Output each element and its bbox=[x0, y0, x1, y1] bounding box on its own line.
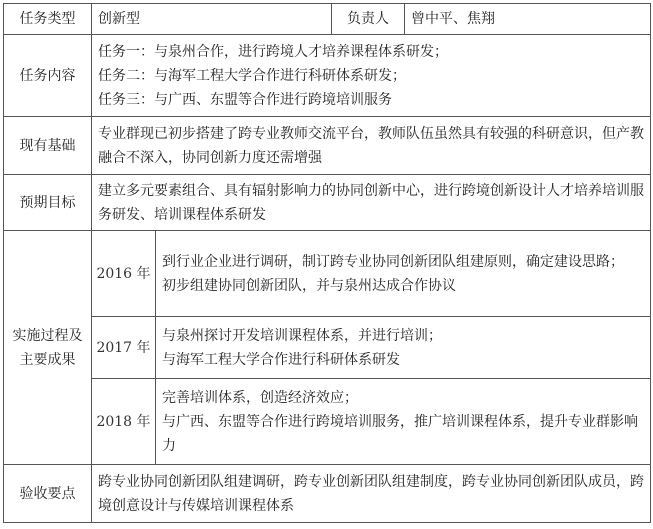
task-type-row bbox=[4, 4, 651, 35]
year-content bbox=[156, 379, 651, 465]
year-content-line: 与广西、东盟等合作进行跨境培训服务，推广培训课程体系，提升专业群影响力 bbox=[162, 413, 638, 454]
task-content-cell bbox=[92, 35, 651, 117]
implementation-row-2017 bbox=[4, 317, 651, 379]
year-content-line: 与泉州探讨开发培训课程体系，并进行培训； bbox=[162, 327, 442, 344]
year-content-line: 初步组建协同创新团队，并与泉州达成合作协议 bbox=[162, 277, 456, 294]
existing-basis-label: 现有基础 bbox=[4, 117, 92, 175]
task-content-label: 任务内容 bbox=[4, 35, 92, 117]
owner-value: 曾中平、焦翔 bbox=[405, 4, 651, 35]
task-content-line: 任务二：与海军工程大学合作进行科研体系研发； bbox=[98, 67, 406, 84]
implementation-row-2016 bbox=[4, 231, 651, 317]
expected-goal-label: 预期目标 bbox=[4, 175, 92, 231]
implementation-label: 实施过程及主要成果 bbox=[4, 231, 92, 465]
owner-label: 负责人 bbox=[332, 4, 405, 35]
implementation-row-2018 bbox=[4, 379, 651, 465]
acceptance-row bbox=[4, 465, 651, 523]
task-table bbox=[3, 3, 651, 523]
year-content-line: 到行业企业进行调研，制订跨专业协同创新团队组建原则，确定建设思路； bbox=[162, 253, 624, 270]
year-label: 2018 年 bbox=[92, 379, 156, 465]
year-label: 2016 年 bbox=[92, 231, 156, 317]
expected-goal-row bbox=[4, 175, 651, 231]
year-content-line: 与海军工程大学合作进行科研体系研发 bbox=[162, 351, 400, 368]
task-content-line: 任务三：与广西、东盟等合作进行跨境培训服务 bbox=[98, 91, 392, 108]
acceptance-label: 验收要点 bbox=[4, 465, 92, 523]
existing-basis-text: 专业群现已初步搭建了跨专业教师交流平台，教师队伍虽然具有较强的科研意识，但产教融合不深入，协同创新力度还需增强 bbox=[92, 117, 651, 175]
task-type-value: 创新型 bbox=[92, 4, 332, 35]
year-content bbox=[156, 231, 651, 317]
year-label: 2017 年 bbox=[92, 317, 156, 379]
task-content-line: 任务一：与泉州合作，进行跨境人才培养课程体系研发； bbox=[98, 43, 448, 60]
year-content-line: 完善培训体系，创造经济效应； bbox=[162, 389, 358, 406]
existing-basis-row bbox=[4, 117, 651, 175]
task-type-label: 任务类型 bbox=[4, 4, 92, 35]
task-content-row bbox=[4, 35, 651, 117]
year-content bbox=[156, 317, 651, 379]
acceptance-text: 跨专业协同创新团队组建调研，跨专业创新团队组建制度，跨专业协同创新团队成员，跨境创意设计与传媒培训课程体系 bbox=[92, 465, 651, 523]
expected-goal-text: 建立多元要素组合、具有辐射影响力的协同创新中心，进行跨境创新设计人才培养培训服务研发、培训课程体系研发 bbox=[92, 175, 651, 231]
